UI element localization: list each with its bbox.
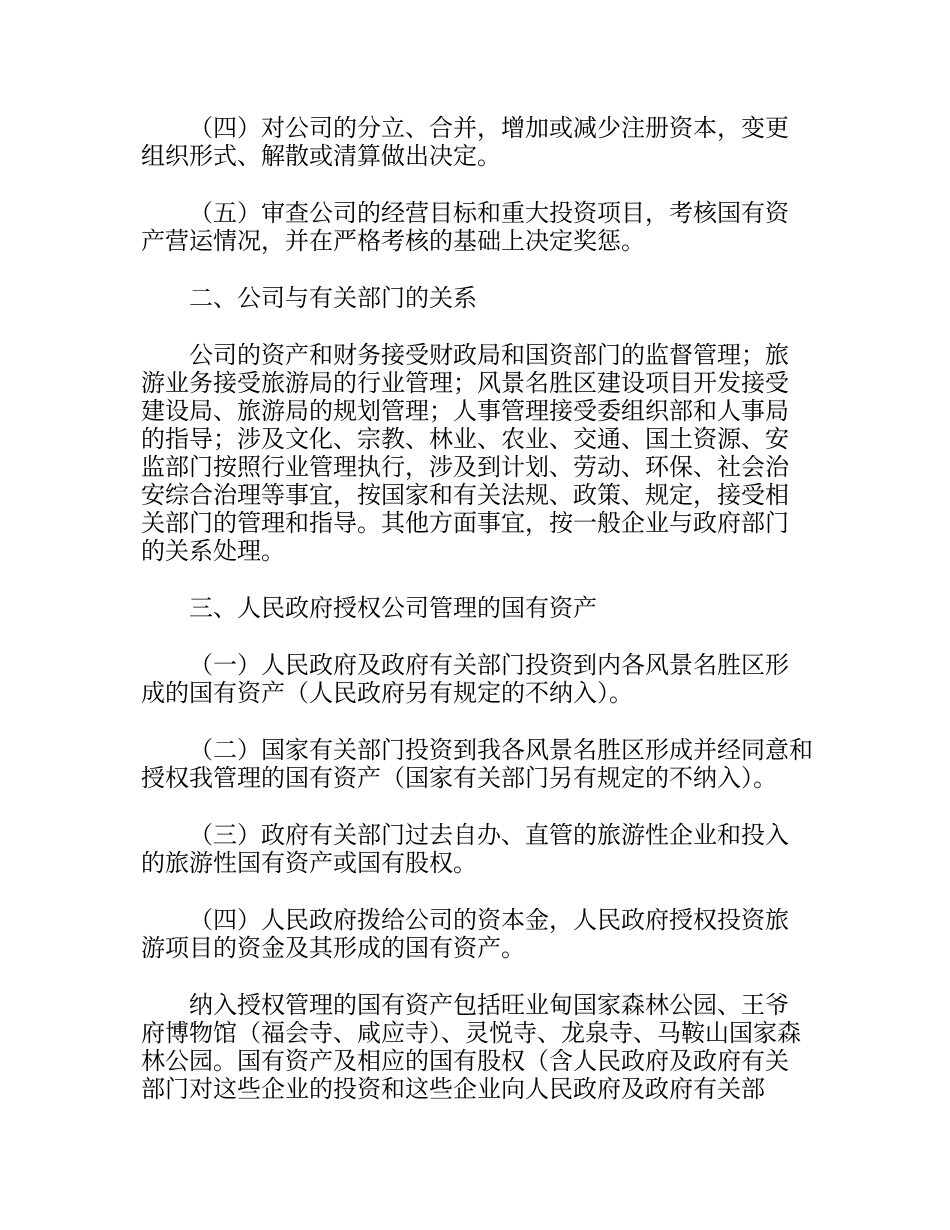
section-heading-relations: 二、公司与有关部门的关系 — [189, 284, 477, 312]
paragraph-item-4: （四）对公司的分立、合并，增加或减少注册资本，变更组织形式、解散或清算做出决定。 — [141, 114, 789, 170]
paragraph-asset-4: （四）人民政府拨给公司的资本金，人民政府授权投资旅游项目的资金及其形成的国有资产。 — [141, 906, 789, 962]
paragraph-relations: 公司的资产和财务接受财政局和国资部门的监督管理；旅游业务接受旅游局的行业管理；风景名胜区建设项目开发接受建设局、旅游局的规划管理；人事管理接受委组织部和人事局的指导；涉及文化、宗教、林业、农业、交通、国土资源、安监部门按照行业管理执行，涉及到计划、劳动、环保、社会治安综合治理等事宜，按国家和有关法规、政策、规定，接受相关部门的管理和指导。其他方面事宜，按一般企业与政府部门的关系处理。 — [141, 341, 789, 565]
paragraph-item-5: （五）审查公司的经营目标和重大投资项目，考核国有资产营运情况，并在严格考核的基础上决定奖惩。 — [141, 199, 789, 255]
paragraph-asset-3: （三）政府有关部门过去自办、直管的旅游性企业和投入的旅游性国有资产或国有股权。 — [141, 821, 789, 877]
paragraph-asset-2: （二）国家有关部门投资到我各风景名胜区形成并经同意和授权我管理的国有资产（国家有关部门另有规定的不纳入）。 — [141, 736, 813, 792]
paragraph-asset-1: （一）人民政府及政府有关部门投资到内各风景名胜区形成的国有资产（人民政府另有规定的不纳入）。 — [141, 651, 789, 707]
paragraph-asset-scope: 纳入授权管理的国有资产包括旺业甸国家森林公园、王爷府博物馆（福会寺、咸应寺）、灵悦寺、龙泉寺、马鞍山国家森林公园。国有资产及相应的国有股权（含人民政府及政府有关部门对这些企业的投资和这些企业向人民政府及政府有关部 — [141, 991, 801, 1103]
section-heading-assets: 三、人民政府授权公司管理的国有资产 — [189, 594, 597, 622]
document-body — [141, 114, 813, 1132]
